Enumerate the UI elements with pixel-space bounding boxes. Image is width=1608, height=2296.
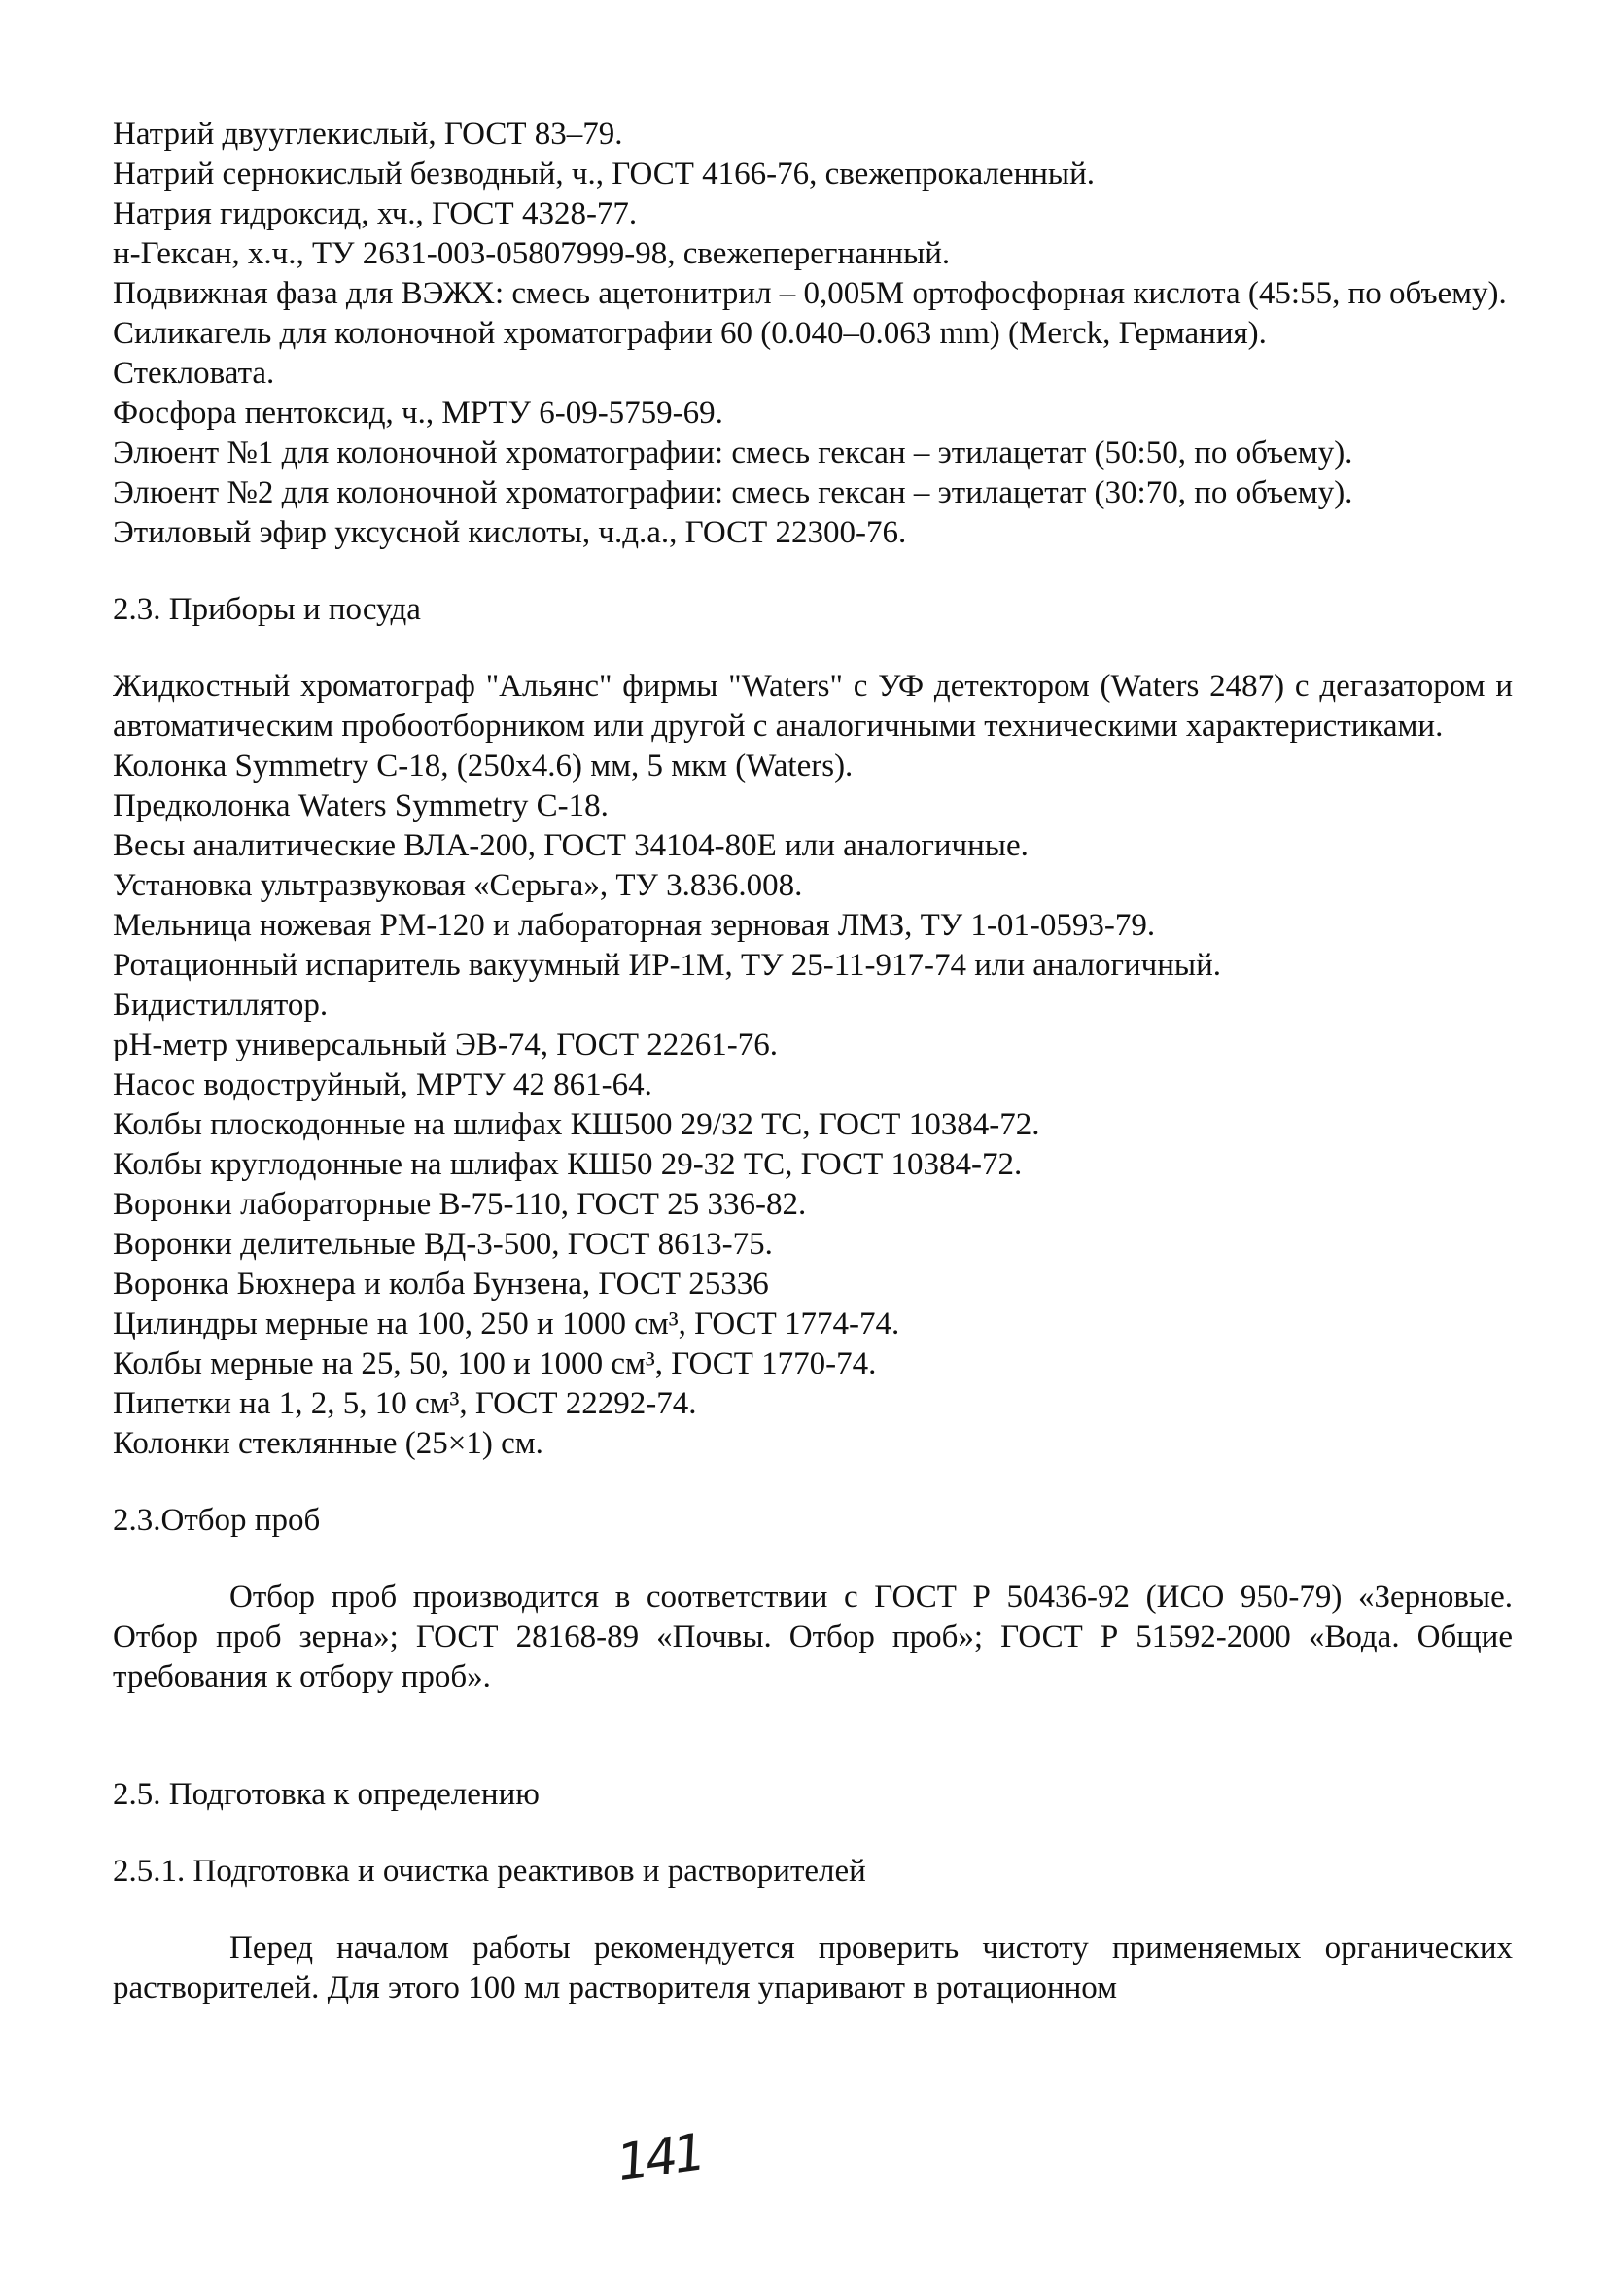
list-item: Подвижная фаза для ВЭЖХ: смесь ацетонитрил – 0,005М ортофосфорная кислота (45:55, по объему). bbox=[113, 276, 1507, 311]
reagents-list bbox=[113, 115, 1513, 553]
list-item: Колбы плоскодонные на шлифах КШ500 29/32 ТС, ГОСТ 10384-72. bbox=[113, 1107, 1040, 1142]
list-item: Ротационный испаритель вакуумный ИР-1М, ТУ 25-11-917-74 или аналогичный. bbox=[113, 948, 1222, 983]
section-heading-preparation: 2.5. Подготовка к определению bbox=[113, 1777, 540, 1812]
document-page bbox=[113, 115, 1513, 2008]
equipment-list bbox=[113, 667, 1513, 1464]
list-item: Фосфора пентоксид, ч., МРТУ 6-09-5759-69. bbox=[113, 396, 723, 431]
list-item: Колбы круглодонные на шлифах КШ50 29-32 ТС, ГОСТ 10384-72. bbox=[113, 1147, 1023, 1182]
list-item: Бидистиллятор. bbox=[113, 988, 329, 1023]
list-item: Воронка Бюхнера и колба Бунзена, ГОСТ 25336 bbox=[113, 1267, 769, 1302]
list-item: Жидкостный хроматограф "Альянс" фирмы "Waters" с УФ детектором (Waters 2487) с дегазатором и автоматическим пробоотборником или другой с аналогичными техническими характеристиками. bbox=[113, 669, 1513, 744]
list-item: Элюент №1 для колоночной хроматографии: смесь гексан – этилацетат (50:50, по объему). bbox=[113, 435, 1353, 470]
page-number: 141 bbox=[613, 2123, 706, 2194]
list-item: рН-метр универсальный ЭВ-74, ГОСТ 22261-76. bbox=[113, 1027, 778, 1062]
list-item: Натрия гидроксид, хч., ГОСТ 4328-77. bbox=[113, 196, 638, 231]
sampling-paragraph: Отбор проб производится в соответствии с ГОСТ Р 50436-92 (ИСО 950-79) «Зерновые. Отбор проб зерна»; ГОСТ 28168-89 «Почвы. Отбор проб»; ГОСТ Р 51592-2000 «Вода. Общие требования к отбору проб». bbox=[113, 1580, 1513, 1694]
list-item: Колонка Symmetry C-18, (250x4.6) мм, 5 мкм (Waters). bbox=[113, 748, 854, 783]
list-item: Воронки делительные ВД-3-500, ГОСТ 8613-75. bbox=[113, 1227, 773, 1262]
list-item: Колонки стеклянные (25×1) см. bbox=[113, 1426, 543, 1461]
list-item: Стекловата. bbox=[113, 356, 275, 391]
subsection-heading-reagent-cleaning: 2.5.1. Подготовка и очистка реактивов и растворителей bbox=[113, 1854, 866, 1889]
list-item: Насос водоструйный, МРТУ 42 861-64. bbox=[113, 1067, 652, 1102]
list-item: Колбы мерные на 25, 50, 100 и 1000 см³, ГОСТ 1770-74. bbox=[113, 1346, 877, 1381]
list-item: Силикагель для колоночной хроматографии 60 (0.040–0.063 mm) (Merck, Германия). bbox=[113, 316, 1267, 351]
list-item: Элюент №2 для колоночной хроматографии: смесь гексан – этилацетат (30:70, по объему). bbox=[113, 475, 1353, 510]
list-item: Установка ультразвуковая «Серьга», ТУ 3.836.008. bbox=[113, 868, 803, 903]
list-item: Этиловый эфир уксусной кислоты, ч.д.а., ГОСТ 22300-76. bbox=[113, 515, 907, 550]
section-heading-sampling: 2.3.Отбор проб bbox=[113, 1503, 321, 1538]
section-heading-equipment: 2.3. Приборы и посуда bbox=[113, 592, 421, 627]
list-item: Цилиндры мерные на 100, 250 и 1000 см³, ГОСТ 1774-74. bbox=[113, 1306, 900, 1341]
list-item: Натрий двууглекислый, ГОСТ 83–79. bbox=[113, 117, 623, 152]
list-item: Воронки лабораторные В-75-110, ГОСТ 25 336-82. bbox=[113, 1187, 807, 1222]
list-item: н-Гексан, х.ч., ТУ 2631-003-05807999-98, свежеперегнанный. bbox=[113, 236, 951, 271]
list-item: Мельница ножевая РМ-120 и лабораторная зерновая ЛМЗ, ТУ 1-01-0593-79. bbox=[113, 908, 1156, 943]
list-item: Натрий сернокислый безводный, ч., ГОСТ 4166-76, свежепрокаленный. bbox=[113, 157, 1095, 191]
list-item: Предколонка Waters Symmetry C-18. bbox=[113, 788, 609, 823]
list-item: Весы аналитические ВЛА-200, ГОСТ 34104-80Е или аналогичные. bbox=[113, 828, 1029, 863]
preparation-paragraph: Перед началом работы рекомендуется проверить чистоту применяемых органических растворителей. Для этого 100 мл растворителя упаривают в ротационном bbox=[113, 1931, 1513, 2005]
list-item: Пипетки на 1, 2, 5, 10 см³, ГОСТ 22292-74. bbox=[113, 1386, 697, 1421]
